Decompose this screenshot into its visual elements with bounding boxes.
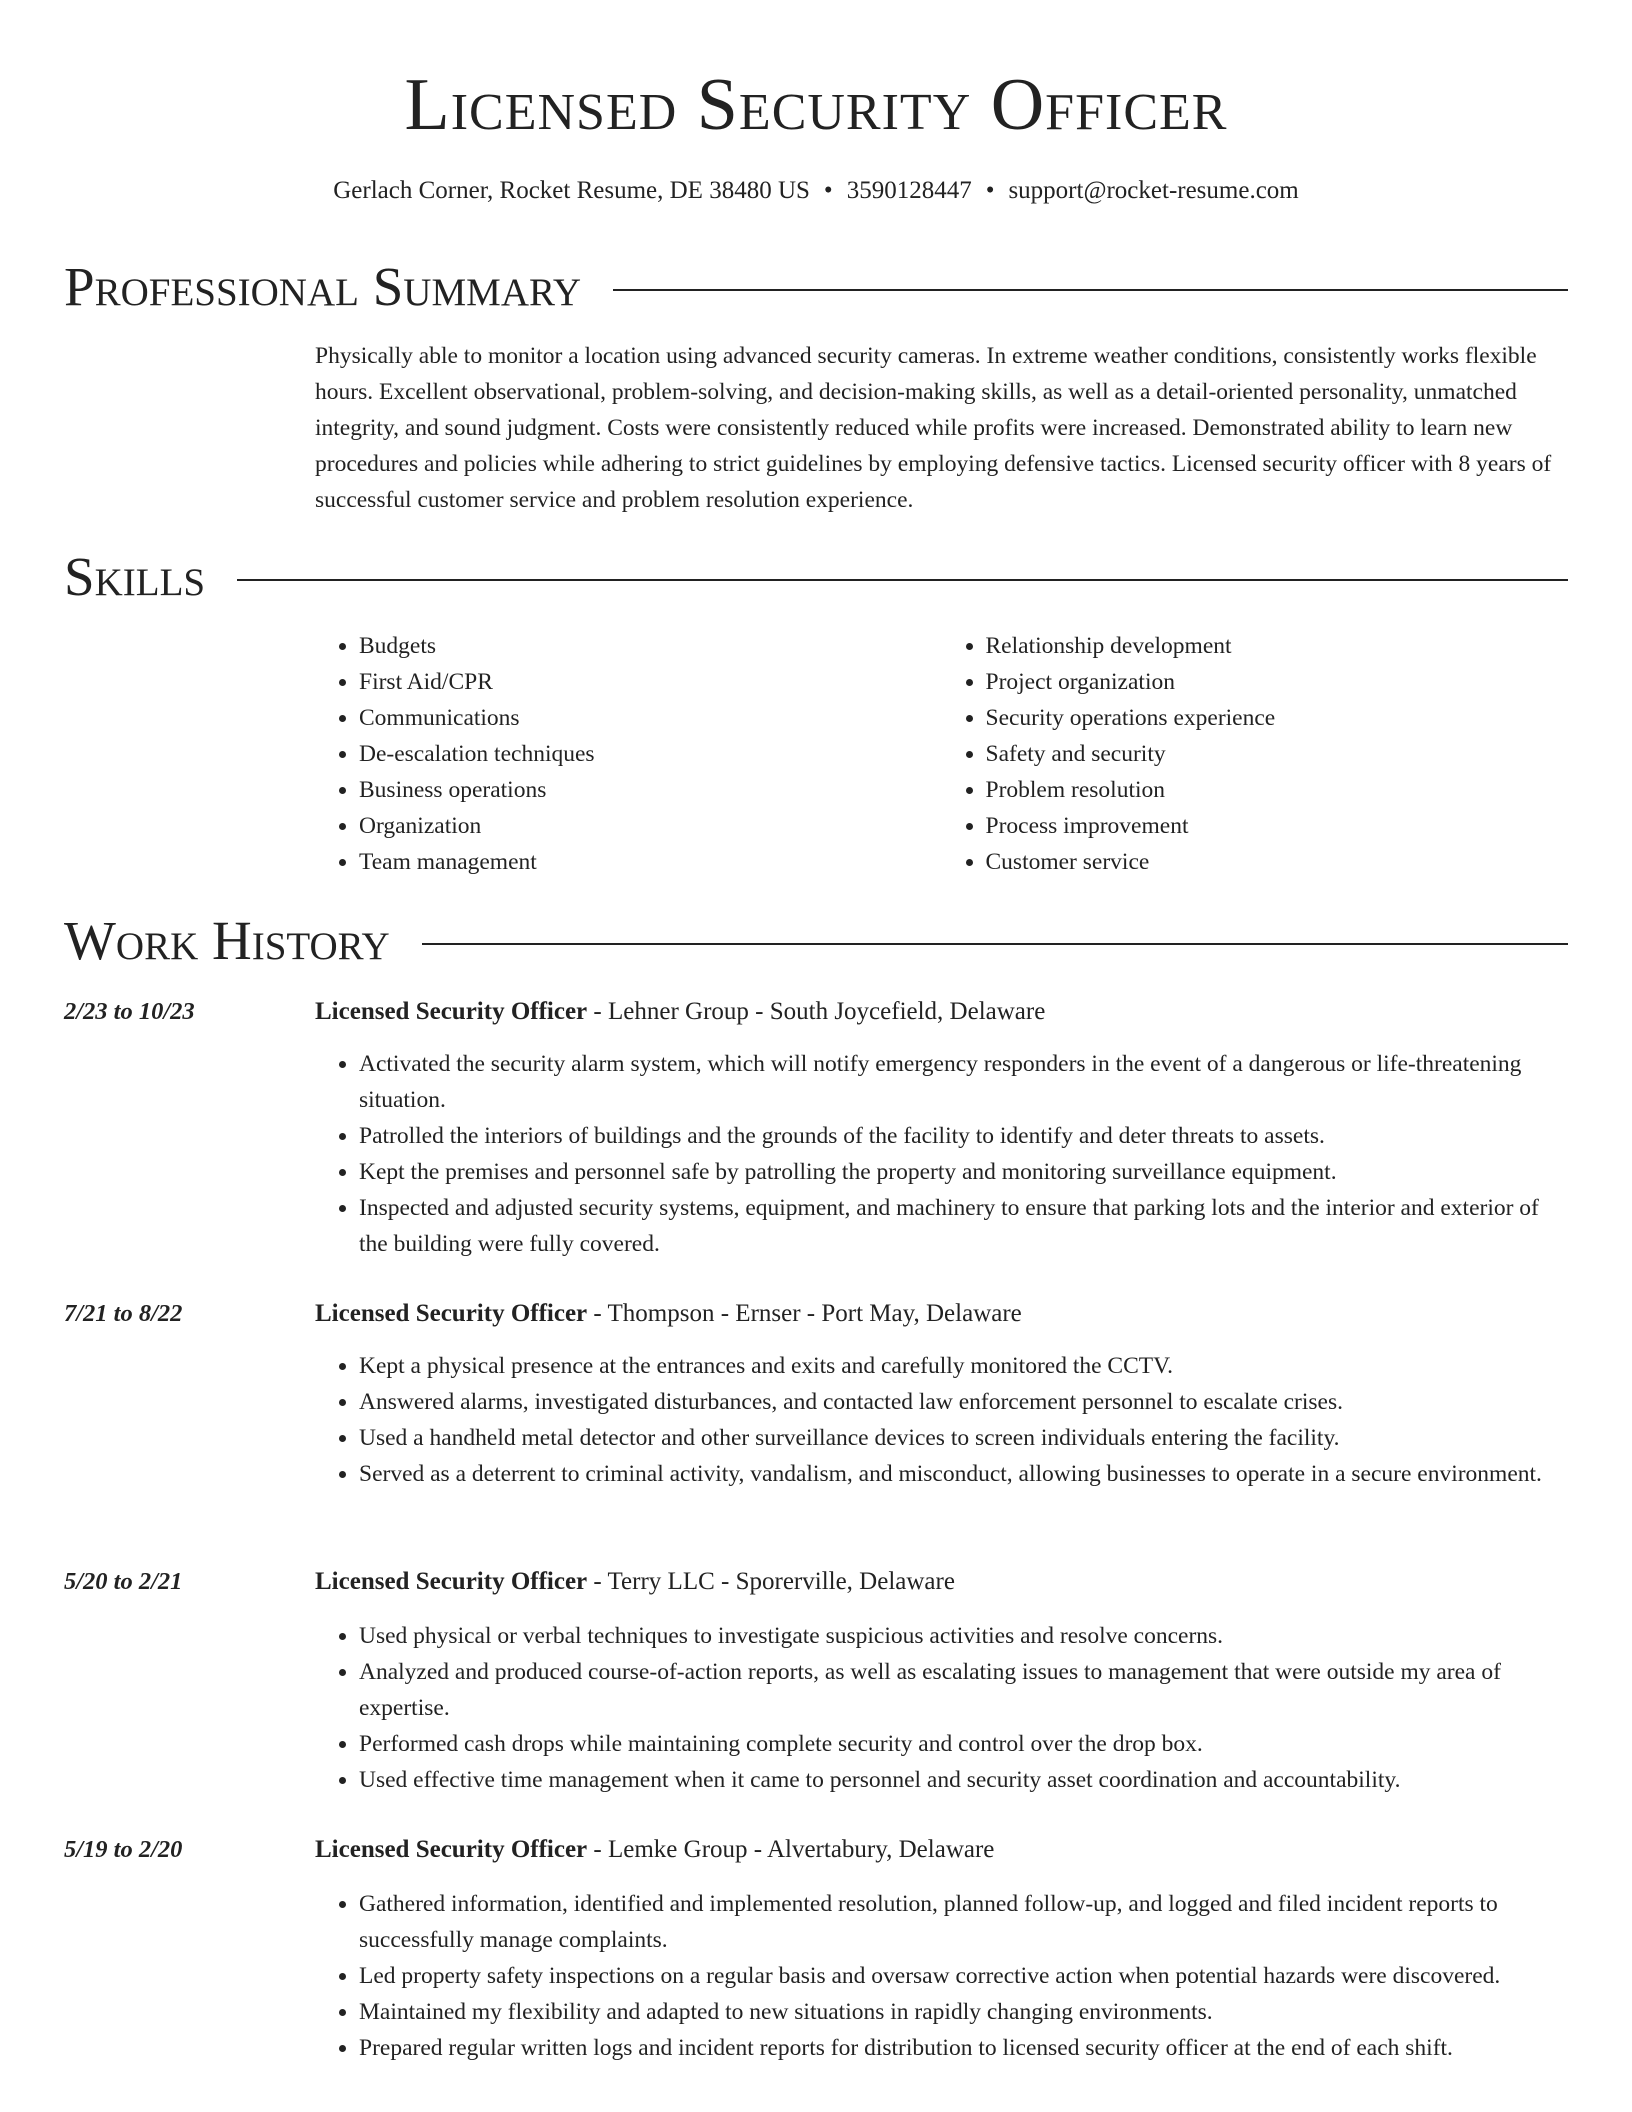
skills-section-header bbox=[64, 544, 1568, 610]
job-dates: 5/20 to 2/21 bbox=[64, 1568, 183, 1595]
job-bullet: • Analyzed and produced course-of-action reports, as well as escalating issues to management that were outside my area of expertise. bbox=[359, 1654, 1568, 1726]
skill-item: • Process improvement bbox=[986, 808, 1569, 844]
skill-item: • De-escalation techniques bbox=[359, 736, 942, 772]
job-bullet: • Maintained my flexibility and adapted to new situations in rapidly changing environments. bbox=[359, 1994, 1568, 2030]
skill-item: • Customer service bbox=[986, 844, 1569, 880]
contact-address: Gerlach Corner, Rocket Resume, DE 38480 US bbox=[333, 177, 810, 204]
skill-item: • Business operations bbox=[359, 772, 942, 808]
summary-text: Physically able to monitor a location using advanced security cameras. In extreme weather conditions, consistently works flexible hours. Excellent observational, problem-solving, and decision-making skills, as well as a detail-oriented personality, unmatched integrity, and sound judgment. Costs were consistently reduced while profits were increased. Demonstrated ability to learn new procedures and policies while adhering to strict guidelines by employing defensive tactics. Licensed security officer with 8 years of successful customer service and problem resolution experience. bbox=[315, 343, 1552, 513]
job-title: Licensed Security Officer bbox=[315, 1300, 588, 1327]
job-bullet: • Activated the security alarm system, which will notify emergency responders in the event of a dangerous or life-threatening situation. bbox=[359, 1046, 1568, 1118]
job-bullet: • Patrolled the interiors of buildings and the grounds of the facility to identify and deter threats to assets. bbox=[359, 1118, 1568, 1154]
work-section-header bbox=[64, 908, 1568, 974]
job-title-line bbox=[315, 994, 1568, 1030]
section-divider bbox=[237, 579, 1568, 581]
skill-item: • Safety and security bbox=[986, 736, 1569, 772]
job-bullets bbox=[315, 1348, 1568, 1492]
skill-item: • Team management bbox=[359, 844, 942, 880]
job-bullet: • Served as a deterrent to criminal activity, vandalism, and misconduct, allowing businesses to operate in a secure environment. bbox=[359, 1456, 1568, 1492]
skill-item: • First Aid/CPR bbox=[359, 664, 942, 700]
job-title-line bbox=[315, 1832, 1568, 1868]
skill-item: • Relationship development bbox=[986, 628, 1569, 664]
job-title-line bbox=[315, 1296, 1568, 1332]
job-title: Licensed Security Officer bbox=[315, 998, 588, 1025]
job-dates: 5/19 to 2/20 bbox=[64, 1836, 183, 1863]
skill-item: • Security operations experience bbox=[986, 700, 1569, 736]
summary-section bbox=[315, 338, 1568, 518]
job-bullet: • Kept the premises and personnel safe by patrolling the property and monitoring surveillance equipment. bbox=[359, 1154, 1568, 1190]
skill-item: • Project organization bbox=[986, 664, 1569, 700]
skill-item: • Organization bbox=[359, 808, 942, 844]
contact-line bbox=[64, 174, 1568, 208]
job-employer: - Lehner Group - South Joycefield, Delaware bbox=[587, 998, 1046, 1025]
contact-phone: 3590128447 bbox=[846, 177, 972, 204]
section-divider bbox=[613, 289, 1568, 291]
job-employer: - Lemke Group - Alvertabury, Delaware bbox=[587, 1836, 995, 1863]
contact-separator: • bbox=[985, 177, 995, 204]
job-employer: - Terry LLC - Sporerville, Delaware bbox=[587, 1568, 955, 1595]
section-divider bbox=[422, 943, 1568, 945]
skills-heading: Skills bbox=[64, 546, 206, 607]
job-dates: 2/23 to 10/23 bbox=[64, 998, 195, 1025]
summary-heading: Professional Summary bbox=[64, 256, 582, 317]
skills-section bbox=[315, 628, 1568, 880]
job-title: Licensed Security Officer bbox=[315, 1836, 588, 1863]
job-bullet: • Kept a physical presence at the entrances and exits and carefully monitored the CCTV. bbox=[359, 1348, 1568, 1384]
job-bullets bbox=[315, 1046, 1568, 1262]
skills-list-left bbox=[315, 628, 942, 880]
job-dates: 7/21 to 8/22 bbox=[64, 1300, 183, 1327]
job-bullet: • Performed cash drops while maintaining complete security and control over the drop box. bbox=[359, 1726, 1568, 1762]
job-title-line bbox=[315, 1564, 1568, 1600]
job-title: Licensed Security Officer bbox=[315, 1568, 588, 1595]
work-heading: Work History bbox=[64, 910, 390, 971]
contact-email: support@rocket-resume.com bbox=[1008, 177, 1299, 204]
skills-list-right bbox=[942, 628, 1569, 880]
job-bullets bbox=[315, 1618, 1568, 1798]
job-bullet: • Gathered information, identified and implemented resolution, planned follow-up, and logged and filed incident reports to successfully manage complaints. bbox=[359, 1886, 1568, 1958]
job-bullet: • Inspected and adjusted security systems, equipment, and machinery to ensure that parking lots and the interior and exterior of the building were fully covered. bbox=[359, 1190, 1568, 1262]
job-bullets bbox=[315, 1886, 1568, 2066]
contact-separator: • bbox=[823, 177, 833, 204]
job-employer: - Thompson - Ernser - Port May, Delaware bbox=[587, 1300, 1022, 1327]
job-bullet: • Used effective time management when it came to personnel and security asset coordination and accountability. bbox=[359, 1762, 1568, 1798]
summary-section-header bbox=[64, 254, 1568, 320]
job-bullet: • Used physical or verbal techniques to investigate suspicious activities and resolve concerns. bbox=[359, 1618, 1568, 1654]
skill-item: • Problem resolution bbox=[986, 772, 1569, 808]
skill-item: • Communications bbox=[359, 700, 942, 736]
resume-name: Licensed Security Officer bbox=[404, 64, 1228, 146]
skill-item: • Budgets bbox=[359, 628, 942, 664]
job-bullet: • Answered alarms, investigated disturbances, and contacted law enforcement personnel to escalate crises. bbox=[359, 1384, 1568, 1420]
job-bullet: • Led property safety inspections on a regular basis and oversaw corrective action when potential hazards were discovered. bbox=[359, 1958, 1568, 1994]
job-bullet: • Used a handheld metal detector and other surveillance devices to screen individuals entering the facility. bbox=[359, 1420, 1568, 1456]
job-bullet: • Prepared regular written logs and incident reports for distribution to licensed security officer at the end of each shift. bbox=[359, 2030, 1568, 2066]
